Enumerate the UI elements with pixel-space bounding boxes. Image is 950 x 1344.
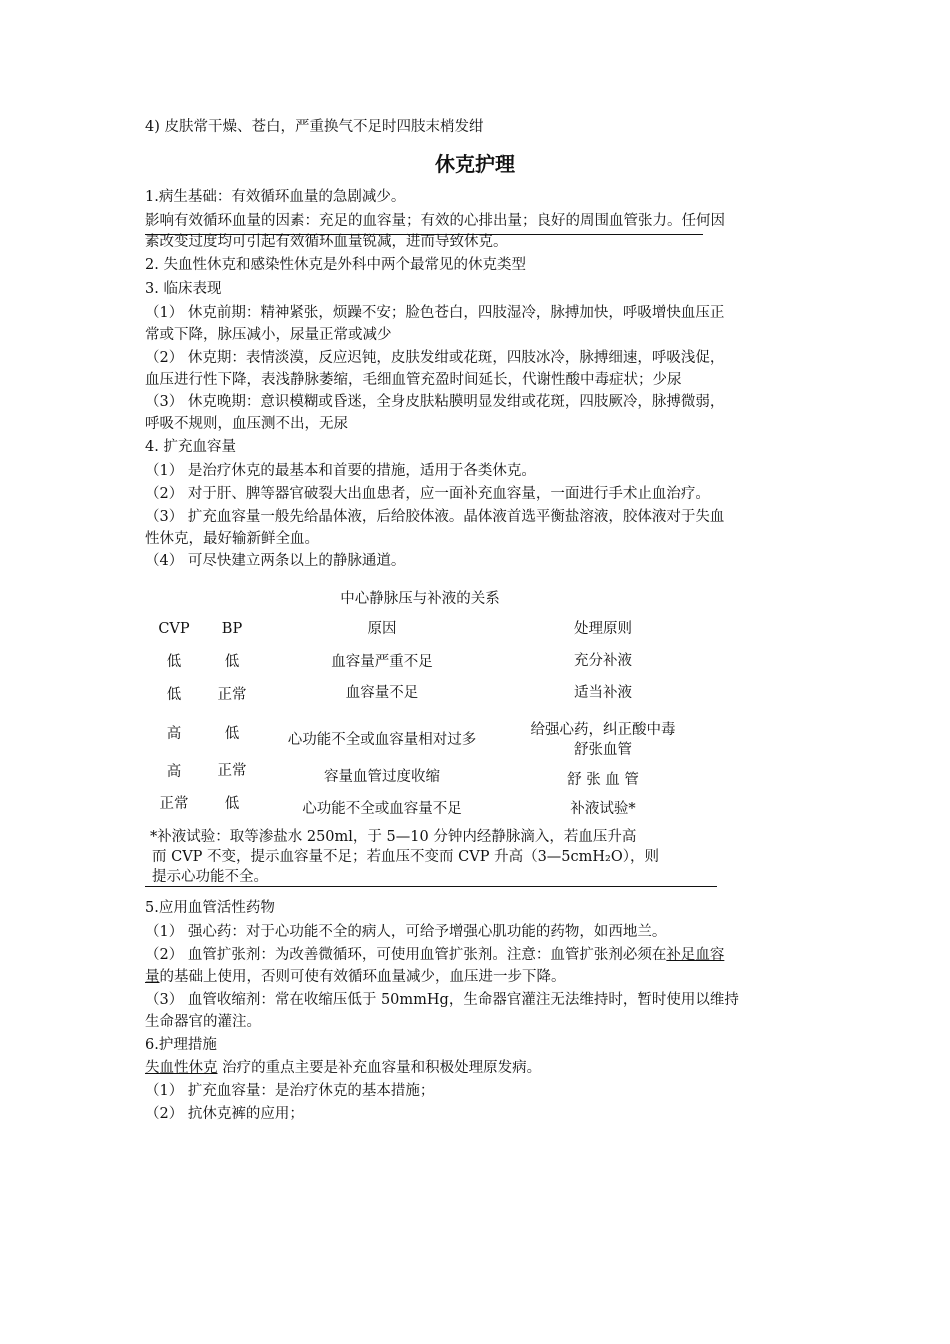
underlined-text: 失血性休克 [145, 1060, 218, 1076]
table-cell-principle: 补液试验* [570, 801, 636, 817]
list-item: （3） 血管收缩剂：常在收缩压低于 50mmHg，生命器官灌注无法维持时，暂时使用以维持 [145, 992, 739, 1008]
table-caption: 中心静脉压与补液的关系 [340, 591, 500, 607]
section-heading: 1.病生基础：有效循环血量的急剧减少。 [145, 189, 406, 205]
table-cell-cvp: 正常 [159, 796, 189, 812]
list-item: （1） 休克前期：精神紧张，烦躁不安；脸色苍白，四肢湿冷，脉搏加快，呼吸增快血压正 [145, 305, 725, 321]
paragraph-line: 影响有效循环血量的因素：充足的血容量；有效的心排出量；良好的周围血管张力。任何因 [145, 213, 725, 229]
table-cell-cvp: 低 [166, 654, 182, 670]
table-cell-cause: 心功能不全或血容量不足 [302, 801, 462, 817]
list-item-text: （2） 血管扩张剂：为改善微循环，可使用血管扩张剂。注意：血管扩张剂必须在 [145, 947, 667, 963]
table-header-cvp: CVP [158, 621, 190, 637]
page-title: 休克护理 [435, 152, 515, 176]
table-cell-bp: 正常 [217, 763, 247, 779]
list-item-text: 的基础上使用，否则可使有效循环血量减少，血压进一步下降。 [159, 969, 566, 985]
table-cell-principle: 充分补液 [574, 653, 632, 669]
section-heading: 3. 临床表现 [145, 281, 222, 297]
table-header-cause: 原因 [367, 621, 397, 637]
list-item: （1） 扩充血容量：是治疗休克的基本措施； [145, 1083, 435, 1099]
list-item-continued [145, 966, 566, 988]
table-header-bp: BP [221, 621, 243, 637]
list-item-continued: 生命器官的灌注。 [145, 1014, 261, 1030]
table-note: 提示心功能不全。 [152, 869, 268, 885]
table-bottom-rule [145, 886, 717, 887]
table-cell-cvp: 高 [166, 764, 182, 780]
list-item [145, 944, 724, 966]
table-cell-cause: 容量血管过度收缩 [324, 769, 440, 785]
paragraph-line: 素改变过度均可引起有效循环血量锐减，进而导致休克。 [145, 234, 508, 250]
list-item-continued: 血压进行性下降，表浅静脉萎缩，毛细血管充盈时间延长，代谢性酸中毒症状；少尿 [145, 372, 682, 388]
list-item-continued: 呼吸不规则，血压测不出，无尿 [145, 416, 348, 432]
list-item: （2） 休克期：表情淡漠，反应迟钝，皮肤发绀或花斑，四肢冰冷，脉搏细速，呼吸浅促， [145, 350, 725, 366]
table-cell-bp: 低 [224, 654, 240, 670]
table-cell-bp: 正常 [217, 687, 247, 703]
table-cell-cause: 血容量严重不足 [331, 654, 433, 670]
table-cell-cause: 血容量不足 [345, 685, 419, 701]
list-item: （3） 扩充血容量一般先给晶体液，后给胶体液。晶体液首选平衡盐溶液，胶体液对于失血 [145, 509, 725, 525]
underlined-text: 量 [145, 969, 160, 985]
list-item: （1） 强心药：对于心功能不全的病人，可给予增强心肌功能的药物，如西地兰。 [145, 924, 667, 940]
list-item: （1） 是治疗休克的最基本和首要的措施，适用于各类休克。 [145, 463, 536, 479]
list-item-continued: 性休克，最好输新鲜全血。 [145, 531, 319, 547]
underlined-text: 补足血容 [666, 947, 725, 963]
section-heading: 2. 失血性休克和感染性休克是外科中两个最常见的休克类型 [145, 257, 526, 273]
table-note: 而 CVP 不变，提示血容量不足；若血压不变而 CVP 升高（3—5cmH₂O），则 [152, 849, 659, 865]
table-cell-principle: 适当补液 [574, 685, 632, 701]
list-item-continued: 常或下降，脉压减小，尿量正常或减少 [145, 327, 392, 343]
table-cell-bp: 低 [224, 796, 240, 812]
paragraph-line: 4) 皮肤常干燥、苍白，严重换气不足时四肢末梢发绀 [145, 119, 484, 135]
table-header-principle: 处理原则 [574, 621, 632, 637]
paragraph-text: 治疗的重点主要是补充血容量和积极处理原发病。 [217, 1060, 542, 1076]
list-item: （2） 抗休克裤的应用； [145, 1106, 304, 1122]
list-item: （4） 可尽快建立两条以上的静脉通道。 [145, 553, 406, 569]
table-cell-cvp: 低 [166, 687, 182, 703]
table-cell-principle-line2: 舒张血管 [574, 742, 632, 758]
paragraph-line [145, 1057, 541, 1079]
table-note: *补液试验：取等渗盐水 250ml，于 5—10 分钟内经静脉滴入，若血压升高 [150, 829, 637, 845]
table-cell-cvp: 高 [166, 726, 182, 742]
list-item: （3） 休克晚期：意识模糊或昏迷，全身皮肤粘膜明显发绀或花斑，四肢厥冷，脉搏微弱， [145, 394, 725, 410]
section-heading: 6.护理措施 [145, 1037, 217, 1053]
table-cell-bp: 低 [224, 726, 240, 742]
table-cell-principle: 给强心药，纠正酸中毒 [530, 722, 676, 738]
table-cell-cause: 心功能不全或血容量相对过多 [287, 732, 477, 748]
table-cell-principle: 舒 张 血 管 [567, 772, 639, 788]
section-heading: 5.应用血管活性药物 [145, 900, 275, 916]
section-heading: 4. 扩充血容量 [145, 439, 236, 455]
list-item: （2） 对于肝、脾等器官破裂大出血患者，应一面补充血容量，一面进行手术止血治疗。 [145, 486, 710, 502]
